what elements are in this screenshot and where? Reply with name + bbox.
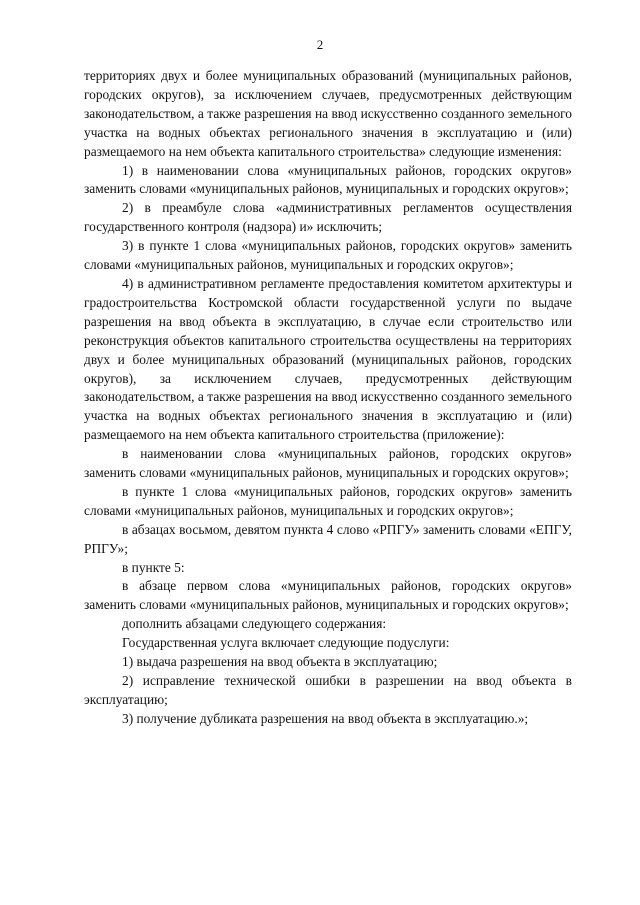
paragraph-point-1-change: в пункте 1 слова «муниципальных районов, городских округов» заменить словами «муниципальных районов, муниципальных и городских округов»; [84, 483, 572, 518]
paragraph-continuation: территориях двух и более муниципальных образований (муниципальных районов, городских округов), за исключением случаев, предусмотренных действующим законодательством, а также разрешения на ввод искусственно созданного земельного участка на водных объектах регионального значения в эксплуатацию и (или) размещаемого на нем объекта капитального строительства» следующие изменения: [84, 68, 572, 159]
paragraph-item-4: 4) в административном регламенте предоставления комитетом архитектуры и градостроительства Костромской области государственной услуги по выдаче разрешения на ввод объекта в эксплуатацию, в случае если строительство или реконструкция объектов капитального строительства осуществлены на территориях двух и более муниципальных образований (муниципальных районов, городских округов), за исключением случаев, предусмотренных действующим законодательством, а также разрешения на ввод искусственно созданного земельного участка на водных объектах регионального значения в эксплуатацию и (или) размещаемого на нем объекта капитального строительства (приложение): [84, 275, 572, 443]
paragraph-point-5-first: в абзаце первом слова «муниципальных районов, городских округов» заменить словами «муниципальных районов, муниципальных и городских округов»; [84, 578, 572, 613]
paragraph-supplement-intro: дополнить абзацами следующего содержания: [122, 616, 387, 632]
paragraph-subservice-1: 1) выдача разрешения на ввод объекта в эксплуатацию; [122, 654, 438, 670]
paragraph-title-change: в наименовании слова «муниципальных районов, городских округов» заменить словами «муниципальных районов, муниципальных и городских округов»; [84, 446, 572, 481]
paragraph-item-3: 3) в пункте 1 слова «муниципальных районов, городских округов» заменить словами «муниципальных районов, муниципальных и городских округов»; [84, 238, 572, 273]
paragraph-point-4-change: в абзацах восьмом, девятом пункта 4 слово «РПГУ» заменить словами «ЕПГУ, РПГУ»; [84, 521, 572, 556]
paragraph-item-2: 2) в преамбуле слова «административных регламентов осуществления государственного контроля (надзора) и» исключить; [84, 200, 572, 235]
page-number: 2 [316, 37, 324, 52]
paragraph-subservice-3: 3) получение дубликата разрешения на ввод объекта в эксплуатацию.»; [122, 710, 529, 726]
paragraph-item-1: 1) в наименовании слова «муниципальных районов, городских округов» заменить словами «муниципальных районов, муниципальных и городских округов»; [84, 162, 572, 197]
paragraph-subservices-intro: Государственная услуга включает следующие подуслуги: [122, 635, 450, 651]
document-body [84, 67, 572, 729]
paragraph-subservice-2: 2) исправление технической ошибки в разрешении на ввод объекта в эксплуатацию; [84, 673, 572, 707]
paragraph-point-5-intro: в пункте 5: [122, 559, 185, 575]
